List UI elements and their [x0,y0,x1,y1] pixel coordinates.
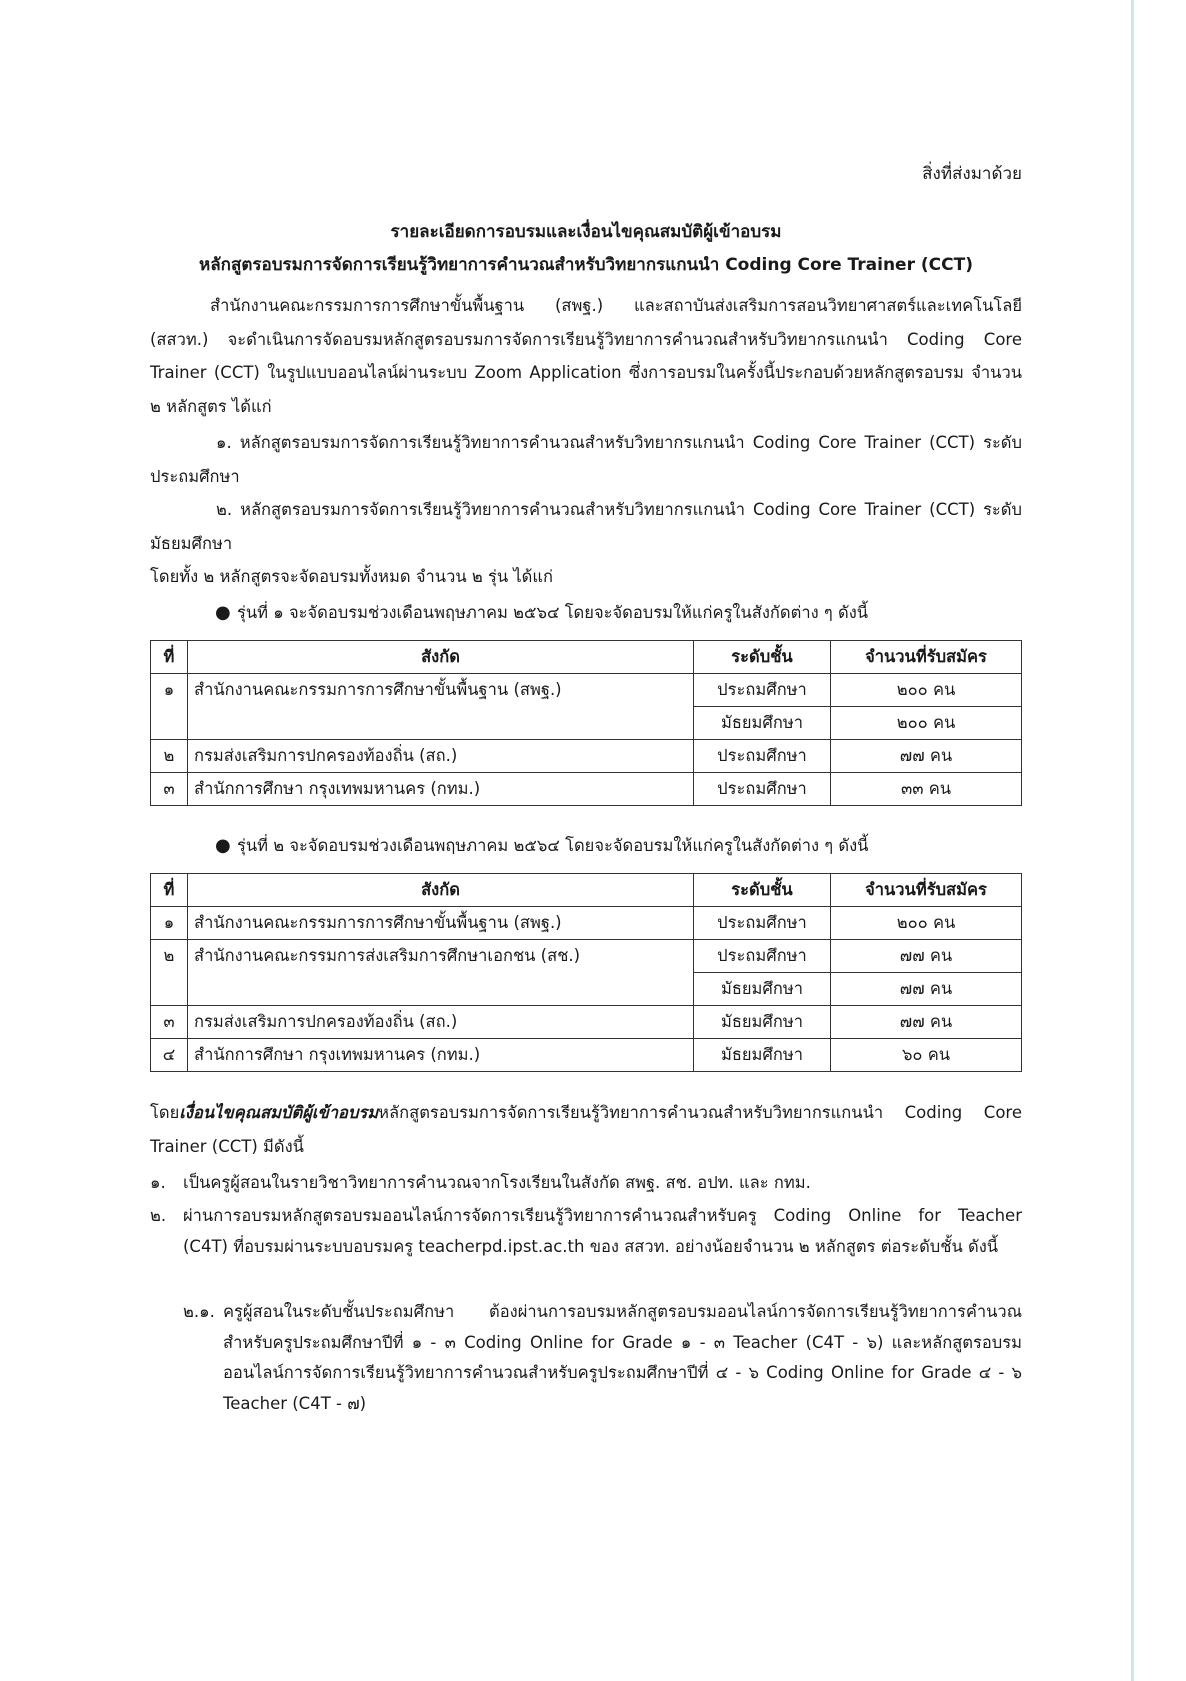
cell-org [188,707,694,740]
cell-no: ๑ [151,674,188,707]
cell-org: สำนักงานคณะกรรมการส่งเสริมการศึกษาเอกชน (สช.) [188,940,694,973]
cell-org [188,973,694,1006]
cell-org: กรมส่งเสริมการปกครองท้องถิ่น (สถ.) [188,740,694,773]
header-level: ระดับชั้น [694,641,831,674]
table-header-row [151,641,1022,674]
cell-count: ๗๗ คน [831,740,1022,773]
cell-no: ๓ [151,1006,188,1039]
header-no: ที่ [151,641,188,674]
document-subtitle: หลักสูตรอบรมการจัดการเรียนรู้วิทยาการคำนวณสำหรับวิทยากรแกนนำ Coding Core Trainer (CCT) [199,255,973,275]
cell-level: ประถมศึกษา [694,907,831,940]
cell-org: สำนักงานคณะกรรมการการศึกษาขั้นพื้นฐาน (สพฐ.) [188,674,694,707]
req-1-number: ๑. [150,1173,166,1192]
header-count: จำนวนที่รับสมัคร [831,641,1022,674]
cond-prefix: โดย [150,1103,180,1122]
requirement-2 [150,1201,1022,1262]
table-row [151,674,1022,707]
cell-count: ๗๗ คน [831,940,1022,973]
header-level: ระดับชั้น [694,874,831,907]
batch-2-text: รุ่นที่ ๒ จะจัดอบรมช่วงเดือนพฤษภาคม ๒๕๖๔ โดยจะจัดอบรมให้แก่ครูในสังกัดต่าง ๆ ดังนี้ [237,836,869,855]
cell-level: มัธยมศึกษา [694,973,831,1006]
cell-count: ๒๐๐ คน [831,674,1022,707]
req-1-text: เป็นครูผู้สอนในรายวิชาวิทยาการคำนวณจากโรงเรียนในสังกัด สพฐ. สช. อปท. และ กทม. [183,1173,811,1192]
course-item-2: ๒. หลักสูตรอบรมการจัดการเรียนรู้วิทยาการคำนวณสำหรับวิทยากรแกนนำ Coding Core Trainer (CCT) ระดับมัธยมศึกษา [150,500,1022,553]
batch-1-text: รุ่นที่ ๑ จะจัดอบรมช่วงเดือนพฤษภาคม ๒๕๖๔ โดยจะจัดอบรมให้แก่ครูในสังกัดต่าง ๆ ดังนี้ [237,603,869,622]
req-2-1-number: ๒.๑. [183,1302,215,1321]
batch-1-bullet [215,598,868,628]
cell-no: ๓ [151,773,188,806]
cell-org: สำนักการศึกษา กรุงเทพมหานคร (กทม.) [188,773,694,806]
cell-no: ๒ [151,940,188,973]
cell-no [151,973,188,1006]
table-header-row [151,874,1022,907]
table-row [151,740,1022,773]
cell-level: ประถมศึกษา [694,674,831,707]
batch-2-bullet [215,831,868,861]
cell-level: ประถมศึกษา [694,740,831,773]
batches-intro: โดยทั้ง ๒ หลักสูตรจะจัดอบรมทั้งหมด จำนวน ๒ รุ่น ได้แก่ [150,567,554,586]
cell-count: ๒๐๐ คน [831,907,1022,940]
cell-count: ๗๗ คน [831,1006,1022,1039]
course-item-1: ๑. หลักสูตรอบรมการจัดการเรียนรู้วิทยาการคำนวณสำหรับวิทยากรแกนนำ Coding Core Trainer (CCT) ระดับประถมศึกษา [150,433,1022,486]
bullet-icon: ● [215,835,231,856]
cell-no [151,707,188,740]
cell-count: ๓๓ คน [831,773,1022,806]
cell-level: มัธยมศึกษา [694,707,831,740]
cell-no: ๒ [151,740,188,773]
scan-edge-line [1131,0,1134,1681]
cell-org: สำนักงานคณะกรรมการการศึกษาขั้นพื้นฐาน (สพฐ.) [188,907,694,940]
conditions-paragraph [150,1096,1022,1163]
cell-no: ๔ [151,1039,188,1072]
header-count: จำนวนที่รับสมัคร [831,874,1022,907]
requirement-1 [150,1168,1022,1199]
cond-heading: เงื่อนไขคุณสมบัติผู้เข้าอบรม [179,1103,379,1122]
table-row [151,707,1022,740]
cell-level: มัธยมศึกษา [694,1006,831,1039]
cond-rest: หลักสูตรอบรมการจัดการเรียนรู้วิทยาการคำนวณสำหรับวิทยากรแกนนำ Coding Core Trainer (CCT) มีดังนี้ [150,1103,1022,1156]
header-org: สังกัด [188,874,694,907]
header-org: สังกัด [188,641,694,674]
table-row [151,940,1022,973]
document-title: รายละเอียดการอบรมและเงื่อนไขคุณสมบัติผู้เข้าอบรม [390,222,782,242]
requirement-2-1 [183,1297,1022,1419]
table-row [151,1039,1022,1072]
cell-level: ประถมศึกษา [694,940,831,973]
cell-no: ๑ [151,907,188,940]
cell-level: มัธยมศึกษา [694,1039,831,1072]
req-2-1-text: ครูผู้สอนในระดับชั้นประถมศึกษา ต้องผ่านการอบรมหลักสูตรอบรมออนไลน์การจัดการเรียนรู้วิทยาการคำนวณสำหรับครูประถมศึกษาปีที่ ๑ - ๓ Coding Online for Grade ๑ - ๓ Teacher (C4T - ๖) และหลักสูตรอบรมออนไลน์การจัดการเรียนรู้วิทยาการคำนวณสำหรับครูประถมศึกษาปีที่ ๔ - ๖ Coding Online for Grade ๔ - ๖ Teacher (C4T - ๗) [223,1302,1022,1413]
batch-1-table [150,640,1022,806]
intro-paragraph: สำนักงานคณะกรรมการการศึกษาขั้นพื้นฐาน (สพฐ.) และสถาบันส่งเสริมการสอนวิทยาศาสตร์และเทคโนโลยี (สสวท.) จะดำเนินการจัดอบรมหลักสูตรอบรมการจัดการเรียนรู้วิทยาการคำนวณสำหรับวิทยากรแกนนำ Coding Core Trainer (CCT) ในรูปแบบออนไลน์ผ่านระบบ Zoom Application ซึ่งการอบรมในครั้งนี้ประกอบด้วยหลักสูตรอบรม จำนวน ๒ หลักสูตร ได้แก่ [150,296,1022,416]
header-no: ที่ [151,874,188,907]
table-row [151,973,1022,1006]
cell-count: ๗๗ คน [831,973,1022,1006]
cell-org: กรมส่งเสริมการปกครองท้องถิ่น (สถ.) [188,1006,694,1039]
req-2-number: ๒. [150,1206,167,1225]
bullet-icon: ● [215,602,231,623]
table-row [151,773,1022,806]
cell-level: ประถมศึกษา [694,773,831,806]
enclosure-label: สิ่งที่ส่งมาด้วย [922,164,1022,184]
cell-count: ๖๐ คน [831,1039,1022,1072]
cell-org: สำนักการศึกษา กรุงเทพมหานคร (กทม.) [188,1039,694,1072]
cell-count: ๒๐๐ คน [831,707,1022,740]
req-2-text: ผ่านการอบรมหลักสูตรอบรมออนไลน์การจัดการเรียนรู้วิทยาการคำนวณสำหรับครู Coding Online for Teacher (C4T) ที่อบรมผ่านระบบอบรมครู teacherpd.ipst.ac.th ของ สสวท. อย่างน้อยจำนวน ๒ หลักสูตร ต่อระดับชั้น ดังนี้ [183,1206,1022,1256]
table-row [151,1006,1022,1039]
batch-2-table [150,873,1022,1072]
table-row [151,907,1022,940]
